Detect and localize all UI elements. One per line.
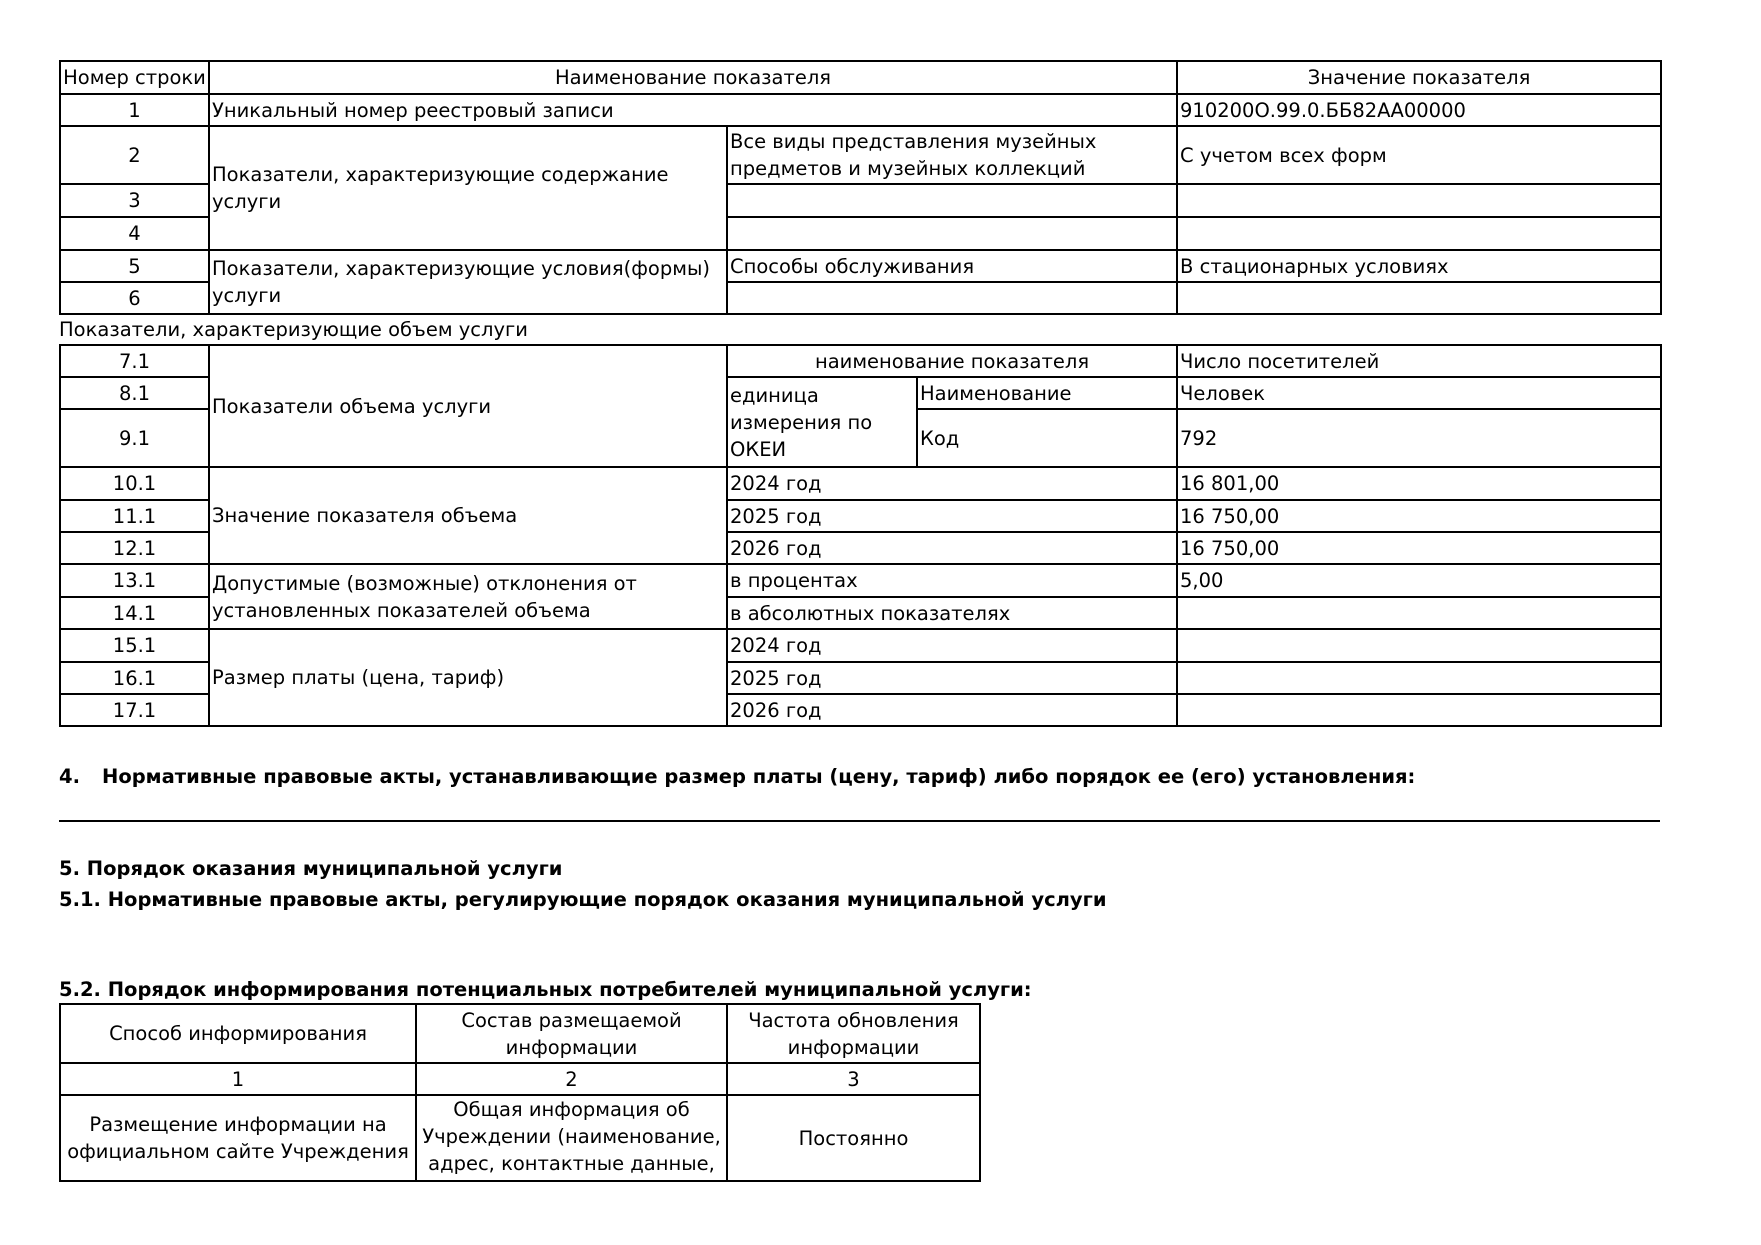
- unit-code-value: 792: [1177, 409, 1661, 467]
- row-number: 16.1: [60, 662, 209, 694]
- deviation-type-label: в абсолютных показателях: [727, 597, 1177, 629]
- conditions-indicators-label: Показатели, характеризующие условия(формы) услуги: [209, 250, 727, 314]
- informing-frequency: Постоянно: [727, 1095, 980, 1181]
- registry-number-label: Уникальный номер реестровый записи: [209, 94, 1177, 126]
- header-frequency: Частота обновления информации: [727, 1004, 980, 1063]
- deviation-value: 5,00: [1177, 564, 1661, 597]
- row-number: 4: [60, 217, 209, 250]
- table-row: [60, 1095, 980, 1181]
- table-header-row: [60, 1004, 980, 1063]
- indicator-name-label: наименование показателя: [727, 345, 1177, 377]
- deviation-type-label: в процентах: [727, 564, 1177, 597]
- section-4-heading: [59, 763, 1415, 790]
- year-label: 2026 год: [727, 532, 1177, 564]
- unit-name-value: Человек: [1177, 377, 1661, 409]
- row-number: 5: [60, 250, 209, 282]
- header-row-number: Номер строки: [60, 61, 209, 94]
- table-header-row: [60, 61, 1661, 94]
- deviation-value: [1177, 597, 1661, 629]
- volume-value: 16 801,00: [1177, 467, 1661, 500]
- table-row: [60, 467, 1661, 500]
- okei-unit-label: единица измерения по ОКЕИ: [727, 377, 917, 467]
- table-row: [60, 629, 1661, 662]
- table-row: [60, 564, 1661, 597]
- year-label: 2025 год: [727, 500, 1177, 532]
- header-indicator-value: Значение показателя: [1177, 61, 1661, 94]
- fee-value: [1177, 694, 1661, 726]
- row-number: 7.1: [60, 345, 209, 377]
- table-row: [60, 345, 1661, 377]
- section-5-2-title: 5.2. Порядок информирования потенциальных потребителей муниципальной услуги:: [59, 978, 1032, 1001]
- content-indicator-sub: [727, 184, 1177, 217]
- column-number: 1: [60, 1063, 416, 1095]
- unit-name-label: Наименование: [917, 377, 1177, 409]
- header-method: Способ информирования: [60, 1004, 416, 1063]
- row-number: 10.1: [60, 467, 209, 500]
- row-number: 3: [60, 184, 209, 217]
- table-row: [60, 126, 1661, 184]
- row-number: 12.1: [60, 532, 209, 564]
- content-indicator-sub: [727, 217, 1177, 250]
- header-indicator-name: Наименование показателя: [209, 61, 1177, 94]
- section-5-title: 5. Порядок оказания муниципальной услуги: [59, 857, 563, 880]
- row-number: 13.1: [60, 564, 209, 597]
- fee-value: [1177, 662, 1661, 694]
- row-number: 8.1: [60, 377, 209, 409]
- content-indicators-label: Показатели, характеризующие содержание услуги: [209, 126, 727, 250]
- section-4-text: Нормативные правовые акты, устанавливающие размер платы (цену, тариф) либо порядок ее (его) установления:: [102, 765, 1416, 788]
- header-content: Состав размещаемой информации: [416, 1004, 727, 1063]
- informing-content-text: Общая информация об Учреждении (наименование, адрес, контактные данные,: [422, 1098, 721, 1175]
- volume-indicators-label: Показатели объема услуги: [209, 345, 727, 467]
- table-row: [60, 94, 1661, 126]
- row-number: 14.1: [60, 597, 209, 629]
- row-number: 17.1: [60, 694, 209, 726]
- registry-number-value: 910200О.99.0.ББ82АА00000: [1177, 94, 1661, 126]
- content-indicator-sub: Все виды представления музейных предметов и музейных коллекций: [727, 126, 1177, 184]
- row-number: 15.1: [60, 629, 209, 662]
- service-indicators-table: [59, 60, 1662, 315]
- conditions-indicator-sub: [727, 282, 1177, 314]
- fee-label: Размер платы (цена, тариф): [209, 629, 727, 726]
- content-indicator-value: С учетом всех форм: [1177, 126, 1661, 184]
- volume-value-label: Значение показателя объема: [209, 467, 727, 564]
- row-number: 2: [60, 126, 209, 184]
- fee-value: [1177, 629, 1661, 662]
- column-number: 3: [727, 1063, 980, 1095]
- section-4-number: 4.: [59, 765, 80, 788]
- section-4-underline: [59, 820, 1660, 822]
- unit-code-label: Код: [917, 409, 1177, 467]
- deviation-label: Допустимые (возможные) отклонения от установленных показателей объема: [209, 564, 727, 629]
- informing-content: [416, 1095, 727, 1181]
- volume-caption: Показатели, характеризующие объем услуги: [59, 318, 528, 341]
- volume-value: 16 750,00: [1177, 500, 1661, 532]
- informing-method: Размещение информации на официальном сайте Учреждения: [60, 1095, 416, 1181]
- year-label: 2024 год: [727, 467, 1177, 500]
- content-indicator-value: [1177, 184, 1661, 217]
- row-number: 9.1: [60, 409, 209, 467]
- year-label: 2025 год: [727, 662, 1177, 694]
- conditions-indicator-value: [1177, 282, 1661, 314]
- column-numbers-row: [60, 1063, 980, 1095]
- volume-value: 16 750,00: [1177, 532, 1661, 564]
- year-label: 2026 год: [727, 694, 1177, 726]
- volume-indicators-table: [59, 344, 1662, 727]
- row-number: 11.1: [60, 500, 209, 532]
- conditions-indicator-value: В стационарных условиях: [1177, 250, 1661, 282]
- table-row: [60, 250, 1661, 282]
- conditions-indicator-sub: Способы обслуживания: [727, 250, 1177, 282]
- row-number: 1: [60, 94, 209, 126]
- indicator-name-value: Число посетителей: [1177, 345, 1661, 377]
- year-label: 2024 год: [727, 629, 1177, 662]
- informing-table: [59, 1003, 981, 1182]
- column-number: 2: [416, 1063, 727, 1095]
- section-5-1-title: 5.1. Нормативные правовые акты, регулирующие порядок оказания муниципальной услуги: [59, 888, 1107, 911]
- content-indicator-value: [1177, 217, 1661, 250]
- row-number: 6: [60, 282, 209, 314]
